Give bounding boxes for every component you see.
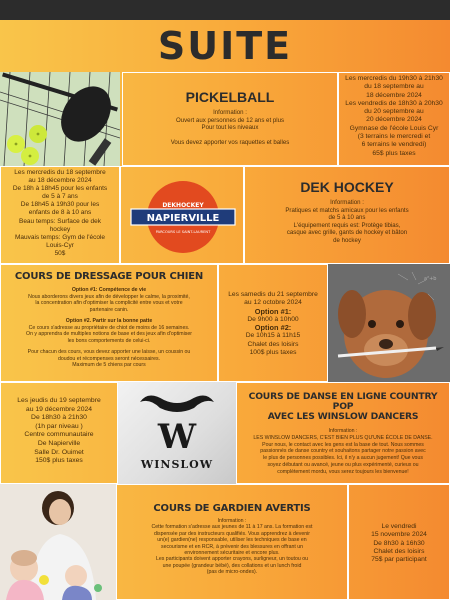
dog-opt2-text: On y apprendra de multiples notions de base et des jeux afin d'optimiser — [26, 331, 192, 337]
schedule-line: Les jeudis du 19 septembre — [17, 397, 101, 404]
schedule-line: hockey — [49, 225, 71, 233]
schedule-line: De 8h30 à 16h30 — [373, 539, 425, 547]
schedule-line: (1h par niveau ) — [35, 422, 83, 430]
babysitting-info-label: Information : — [217, 518, 247, 524]
dog-option2-time: De 10h15 à 11h15 — [245, 332, 301, 340]
babysitting-illustration — [0, 484, 116, 600]
babysitting-info-line: secourisme et en RCR, à prévenir des blessures en offrant un — [160, 543, 304, 550]
schedule-line: 6 terrains le vendredi) — [361, 141, 427, 149]
schedule-line: 150$ plus taxes — [35, 457, 83, 465]
dek-info-line: de hockey — [333, 236, 361, 244]
dekhockey-logo — [121, 167, 245, 265]
schedule-line: du 18 septembre au — [364, 83, 424, 91]
svg-text:a²+b: a²+b — [424, 276, 437, 282]
babysitting-photo — [0, 484, 116, 600]
pickleball-info-line: Ouvert aux personnes de 12 ans et plus — [175, 116, 285, 124]
dog-opt1-text: la concentration afin d'optimiser la complicité entre vous et votre — [35, 300, 183, 306]
schedule-line: Les samedis du 21 septembre — [228, 291, 318, 298]
pickleball-info-label: Information : — [213, 109, 247, 116]
pickleball-schedule-box — [338, 72, 450, 166]
babysitting-info-box — [116, 484, 348, 600]
schedule-line: Centre communautaire — [24, 431, 94, 439]
babysitting-info-line: Les participants doivent apporter crayons, surligneur, un toutou ou — [156, 556, 308, 563]
winslow-letter: W — [157, 417, 197, 457]
schedule-line: du 20 septembre au — [364, 108, 424, 116]
pickleball-info-line: Pour tout les niveaux — [201, 124, 259, 132]
dance-info-box — [236, 382, 450, 484]
dog-title: COURS DE DRESSAGE POUR CHIEN — [14, 271, 204, 282]
schedule-line: De 18h45 à 19h30 pour les — [20, 201, 100, 209]
schedule-line: au 12 octobre 2024 — [244, 299, 302, 307]
schedule-line: au 18 décembre 2024 — [28, 177, 92, 185]
dog-opt1-text: partenaire canin. — [89, 306, 129, 313]
logo-top-text: DEKHOCKEY — [162, 202, 204, 209]
dance-info-line: complètement mordu, vous serez toujours les bienvenue! — [277, 468, 409, 475]
schedule-line: De 18h à 18h45 pour les enfants — [12, 185, 108, 193]
winslow-logo — [118, 382, 236, 484]
schedule-line: enfants de 8 à 10 ans — [28, 209, 92, 217]
dog-opt2-text: Ce cours s'adresse au propriétaire de chiot de moins de 16 semaines. — [28, 324, 190, 331]
dog-opt2-label: Option #2. Partir sur la bonne patte — [65, 318, 153, 324]
babysitting-info-line: Cette formation s'adresse aux jeunes de 11 à 17 ans. La formation est — [151, 524, 313, 531]
dance-info-line: soyez débutant ou avancé, jeune ou plus expérimenté, curieux ou — [267, 461, 419, 468]
babysitting-info-line: une poupée (grandeur bébé), des collations et un lunch froid — [162, 562, 302, 569]
dek-info-label: Information : — [330, 199, 364, 206]
schedule-line: Salle Dr. Ouimet — [34, 448, 84, 456]
dog-option1-time: De 9h00 à 10h00 — [247, 315, 299, 323]
dance-schedule-box — [0, 382, 118, 484]
dek-title: DEK HOCKEY — [300, 179, 394, 195]
dog-extra: Maximum de 5 chiens par cours — [72, 362, 146, 368]
schedule-line: Les mercredis du 18 septembre — [14, 169, 106, 176]
top-bar — [0, 0, 450, 20]
dog-opt1-text: Nous aborderons divers jeux afin de développer le calme, la proximité, — [28, 293, 190, 300]
dog-option2: Option #2: — [254, 323, 292, 333]
winslow-text: WINSLOW — [140, 458, 214, 471]
dek-info-line: de 5 à 10 ans — [328, 214, 366, 222]
pickleball-note: Vous devez apporter vos raquettes et balles — [170, 138, 290, 146]
schedule-line: 20 décembre 2024 — [366, 116, 422, 124]
babysitting-title: COURS DE GARDIEN AVERTIS — [153, 503, 311, 514]
babysitting-info-line: (pas de micro-ondes). — [206, 569, 258, 576]
dek-info-line: Pratiques et matchs amicaux pour les enfants — [285, 206, 409, 214]
schedule-line: Beau temps: Surface de dek — [18, 217, 102, 225]
dance-info-line: Pour nous, le contact avec les gens est la base de tout. Nous sommes — [262, 441, 424, 448]
dek-info-box — [244, 166, 450, 264]
schedule-line: De Napierville — [37, 439, 81, 447]
schedule-line: Louis-Cyr — [46, 241, 74, 249]
pickleball-info-box — [122, 72, 338, 166]
dog-opt2-text: les bons comportements de celui-ci. — [67, 337, 151, 344]
dance-title: AVEC LES WINSLOW DANCERS — [267, 411, 419, 422]
schedule-line: Les vendredis de 18h30 à 20h30 — [345, 99, 443, 107]
schedule-line: Chalet des loisirs — [373, 547, 425, 555]
puppy-illustration — [328, 264, 450, 382]
dek-info-line: L'équipement requis est: Protège tibias, — [293, 221, 401, 229]
schedule-line: Gymnase de l'école Louis Cyr — [349, 124, 439, 132]
dog-place: Chalet des loisirs — [247, 340, 299, 348]
puppy-photo — [328, 264, 450, 382]
winslow-logo-graphic — [118, 382, 236, 484]
dek-schedule-box — [0, 166, 120, 264]
dance-info-line: le plus de personnes possibles. Ici, il n'y a aucun jugement! Que vous — [263, 455, 423, 462]
dog-opt1-label: Option #1: Compétence de vie — [71, 287, 147, 293]
pickleball-photo — [0, 72, 120, 166]
logo-main-text: NAPIERVILLE — [146, 213, 220, 224]
pickleball-illustration — [0, 72, 120, 166]
logo-sub-text: PARCOURS LE SAINT-LAURENT — [155, 230, 211, 234]
schedule-line: 18 décembre 2024 — [366, 91, 422, 99]
dog-schedule-box — [218, 264, 328, 382]
babysitting-info-line: environnement sécuritaire et encore plus. — [184, 550, 280, 557]
dog-extra: Pour chacun des cours, vous devez apporter une laisse, un coussin ou — [27, 349, 191, 355]
dance-info-line: LES WINSLOW DANCERS, C'EST BIEN PLUS QU'UNE ÉCOLE DE DANSE. — [253, 434, 433, 441]
dog-price: 100$ plus taxes — [249, 349, 297, 357]
schedule-line: Les mercredis du 19h30 à 21h30 — [345, 75, 443, 82]
schedule-line: (3 terrains le mercredi et — [357, 133, 431, 141]
dog-info-box — [0, 264, 218, 382]
babysitting-schedule-box — [348, 484, 450, 600]
dance-title: COURS DE DANSE EN LIGNE COUNTRY POP — [248, 391, 438, 412]
dog-option1: Option #1: — [254, 306, 292, 316]
schedule-line: 15 novembre 2024 — [371, 531, 427, 539]
schedule-line: 65$ plus taxes — [372, 149, 416, 157]
schedule-line: 50$ — [54, 249, 66, 257]
dek-info-line: casque avec grille, gants de hockey et bâton — [286, 229, 408, 237]
dog-extra: doudou et récompenses seront nécessaires. — [57, 355, 161, 362]
dek-logo-box — [120, 166, 244, 264]
babysitting-info-line: un(e) gardien(ne) responsable, utiliser les techniques de base en — [157, 537, 307, 544]
schedule-line: 75$ par participant — [371, 556, 427, 564]
babysitting-info-line: dispensée par des instructeurs qualifiés. Vous apprendrez à devenir — [153, 530, 310, 537]
page-title: SUITE — [157, 24, 293, 68]
schedule-line: Le vendredi — [381, 523, 417, 530]
schedule-line: De 18h30 à 21h30 — [31, 414, 87, 422]
dance-info-line: passionnés de danse country et souhaitons partager notre passion avec — [260, 448, 426, 455]
schedule-line: au 19 décembre 2024 — [25, 405, 93, 413]
dance-info-label: Information : — [328, 428, 358, 434]
schedule-line: Mauvais temps: Gym de l'école — [14, 233, 106, 241]
schedule-line: de 5 à 7 ans — [42, 193, 78, 201]
pickleball-title: PICKELBALL — [185, 89, 275, 105]
